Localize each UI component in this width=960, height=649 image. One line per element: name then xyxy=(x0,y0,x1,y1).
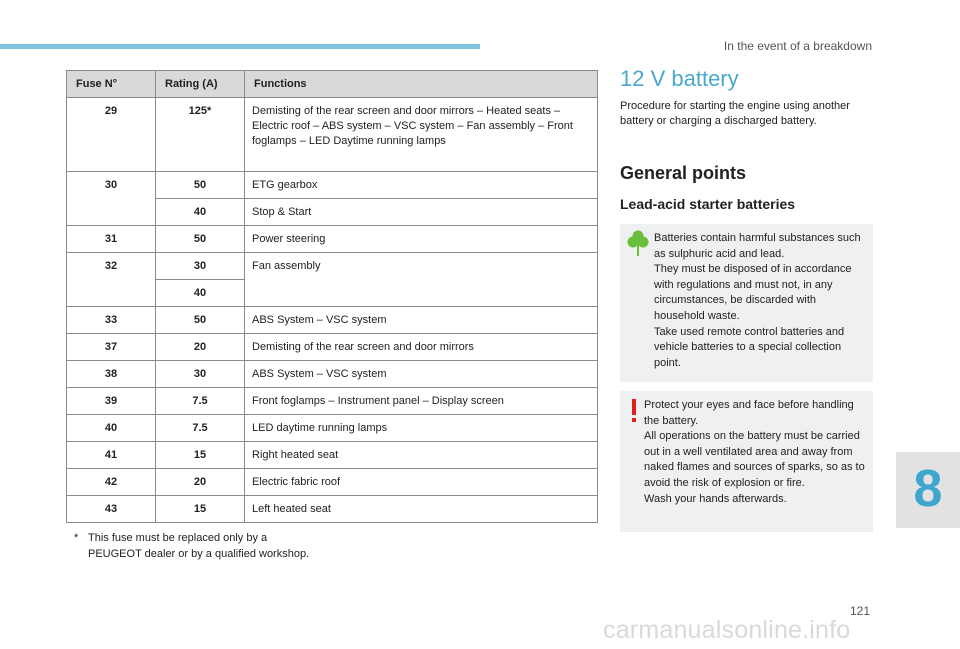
fuse-function: Demisting of the rear screen and door mirrors – Heated seats – Electric roof – ABS system – VSC system – Fan assembly – Front foglamps – LED Daytime running lamps xyxy=(245,98,598,172)
column-header-fuse: Fuse N° xyxy=(67,71,156,98)
table-row xyxy=(67,469,598,496)
fuse-rating: 15 xyxy=(156,496,245,523)
chapter-tab xyxy=(896,452,960,528)
fuse-function: Electric fabric roof xyxy=(245,469,598,496)
fuse-rating: 50 xyxy=(156,307,245,334)
fuse-function: Right heated seat xyxy=(245,442,598,469)
fuse-rating: 15 xyxy=(156,442,245,469)
fuse-function: Stop & Start xyxy=(245,199,598,226)
footnote-text: This fuse must be replaced only by a PEUGEOT dealer or by a qualified workshop. xyxy=(88,532,310,560)
table-row xyxy=(67,361,598,388)
section-header: In the event of a breakdown xyxy=(723,39,872,53)
fuse-number: 29 xyxy=(67,98,156,172)
top-accent-bar xyxy=(0,44,480,49)
leaf-icon xyxy=(627,230,649,258)
table-footnote xyxy=(74,530,314,562)
column-header-functions: Functions xyxy=(245,71,598,98)
page-number: 121 xyxy=(849,604,870,618)
fuse-function: LED daytime running lamps xyxy=(245,415,598,442)
page-title: 12 V battery xyxy=(620,66,739,91)
note-line: All operations on the battery must be carried out in a well ventilated area and away from naked flames and sources of sparks, so as to avoid the risk of explosion or fire. xyxy=(644,430,865,489)
fuse-rating: 7.5 xyxy=(156,388,245,415)
watermark: carmanualsonline.info xyxy=(603,616,851,644)
fuse-number: 40 xyxy=(67,415,156,442)
fuse-number: 32 xyxy=(67,253,156,307)
fuse-number: 37 xyxy=(67,334,156,361)
fuse-rating: 50 xyxy=(156,226,245,253)
note-line: Protect your eyes and face before handling the battery. xyxy=(644,399,854,427)
table-row xyxy=(67,496,598,523)
footnote-marker: * xyxy=(74,532,79,544)
fuse-rating: 125* xyxy=(156,98,245,172)
fuse-rating: 30 xyxy=(156,253,245,280)
table-row xyxy=(67,172,598,199)
fuse-number: 43 xyxy=(67,496,156,523)
table-row xyxy=(67,334,598,361)
environment-note xyxy=(620,224,873,382)
fuse-number: 31 xyxy=(67,226,156,253)
fuse-function: Front foglamps – Instrument panel – Display screen xyxy=(245,388,598,415)
fuse-function: ABS System – VSC system xyxy=(245,361,598,388)
fuse-rating: 40 xyxy=(156,280,245,307)
table-row xyxy=(67,307,598,334)
chapter-number: 8 xyxy=(913,460,943,518)
fuse-function: Power steering xyxy=(245,226,598,253)
table-row xyxy=(67,98,598,172)
subsection-heading: Lead-acid starter batteries xyxy=(620,196,796,212)
column-header-rating: Rating (A) xyxy=(156,71,245,98)
table-row xyxy=(67,442,598,469)
fuse-rating: 40 xyxy=(156,199,245,226)
fuse-function: Demisting of the rear screen and door mirrors xyxy=(245,334,598,361)
fuse-function: ABS System – VSC system xyxy=(245,307,598,334)
intro-text: Procedure for starting the engine using another battery or charging a discharged battery. xyxy=(620,100,850,127)
fuse-number: 41 xyxy=(67,442,156,469)
section-heading: General points xyxy=(620,163,747,183)
note-line: Batteries contain harmful substances such as sulphuric acid and lead. xyxy=(654,232,861,260)
table-row xyxy=(67,388,598,415)
fuse-number: 33 xyxy=(67,307,156,334)
note-line: Take used remote control batteries and vehicle batteries to a special collection point. xyxy=(654,325,845,369)
fuse-function: ETG gearbox xyxy=(245,172,598,199)
fuse-function: Fan assembly xyxy=(245,253,598,307)
fuse-function: Left heated seat xyxy=(245,496,598,523)
fuse-rating: 7.5 xyxy=(156,415,245,442)
fuse-number: 38 xyxy=(67,361,156,388)
table-row xyxy=(67,253,598,280)
table-row xyxy=(67,415,598,442)
warning-note xyxy=(620,391,873,532)
fuse-number: 42 xyxy=(67,469,156,496)
fuse-rating: 20 xyxy=(156,334,245,361)
note-line: Wash your hands afterwards. xyxy=(644,492,787,505)
table-row xyxy=(67,226,598,253)
fuse-table xyxy=(66,70,598,523)
fuse-rating: 30 xyxy=(156,361,245,388)
fuse-rating: 20 xyxy=(156,469,245,496)
fuse-rating: 50 xyxy=(156,172,245,199)
fuse-number: 30 xyxy=(67,172,156,226)
table-header-row xyxy=(67,71,598,98)
fuse-number: 39 xyxy=(67,388,156,415)
note-line: They must be disposed of in accordance with regulations and must not, in any circumstances, be discarded with household waste. xyxy=(654,263,852,322)
exclamation-icon xyxy=(629,399,639,423)
